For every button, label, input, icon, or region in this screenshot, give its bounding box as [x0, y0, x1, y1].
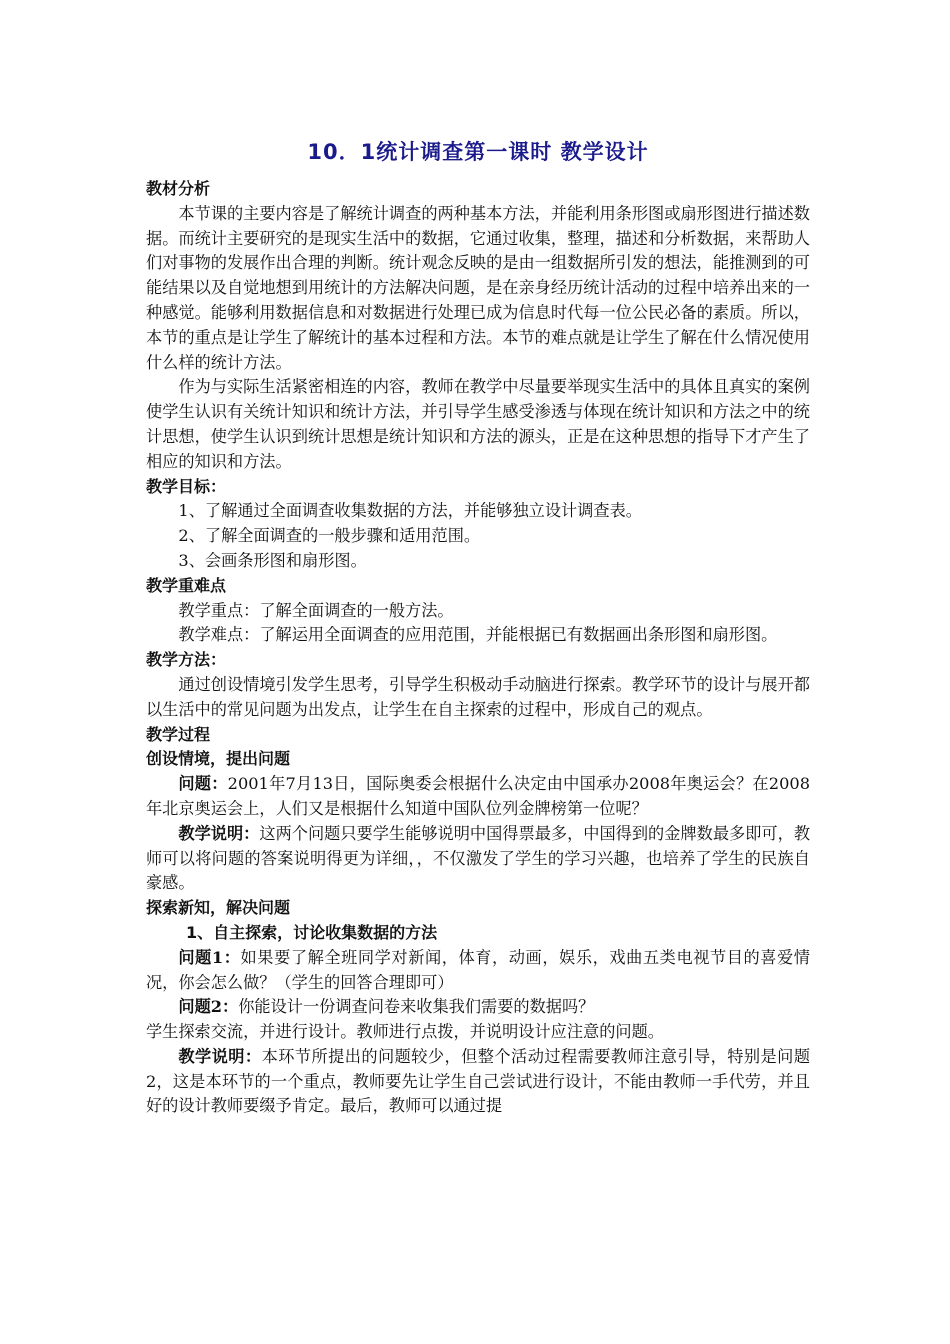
heading-process: 教学过程 — [146, 724, 211, 744]
question-label: 问题： — [178, 774, 228, 794]
subheading-self-explore: 1、自主探索，讨论收集数据的方法 — [186, 922, 438, 942]
heading-scene: 创设情境，提出问题 — [146, 749, 291, 769]
question-text: 2001年7月13日，国际奥委会根据什么决定由中国承办2008年奥运会？在2008年北京奥运会上，人们又是根据什么知道中国队位列金牌榜第一位呢？ — [146, 774, 811, 818]
question-1-label: 问题1： — [178, 947, 241, 967]
heading-materials: 教材分析 — [146, 179, 211, 198]
materials-paragraph-2: 作为与实际生活紧密相连的内容，教师在教学中尽量要举现实生活中的具体且真实的案例使学生认识有关统计知识和统计方法，并引导学生感受渗透与体现在统计知识和方法之中的统计思想，使学生认识到统计思想是统计知识和方法的源头，正是在这种思想的指导下才产生了相应的知识和方法。 — [146, 377, 810, 471]
heading-methods: 教学方法： — [146, 650, 227, 670]
document-page — [146, 138, 810, 1119]
note-2-label: 教学说明： — [178, 1046, 262, 1066]
document-title: 10．1统计调查第一课时 教学设计 — [307, 140, 649, 164]
methods-paragraph: 通过创设情境引发学生思考，引导学生积极动手动脑进行探索。教学环节的设计与展开都以生活中的常见问题为出发点，让学生在自主探索的过程中，形成自己的观点。 — [146, 674, 810, 719]
question-2-label: 问题2： — [178, 997, 239, 1017]
scene-note — [146, 822, 810, 896]
explore-note — [146, 1045, 810, 1119]
keypoint-focus: 教学重点：了解全面调查的一般方法。 — [178, 600, 454, 620]
materials-paragraph-1: 本节课的主要内容是了解统计调查的两种基本方法，并能利用条形图或扇形图进行描述数据。而统计主要研究的是现实生活中的数据，它通过收集，整理，描述和分析数据，来帮助人们对事物的发展作出合理的判断。统计观念反映的是由一组数据所引发的想法，能推测到的可能结果以及自觉地想到用统计的方法解决问题，是在亲身经历统计活动的过程中培养出来的一种感觉。能够利用数据信息和对数据进行处理已成为信息时代每一位公民必备的素质。所以，本节的重点是让学生了解统计的基本过程和方法。本节的难点就是让学生了解在什么情况使用什么样的统计方法。 — [146, 203, 810, 372]
note-label: 教学说明： — [178, 823, 260, 843]
heading-keypoints: 教学重难点 — [146, 575, 227, 595]
goal-item: 3、会画条形图和扇形图。 — [178, 550, 367, 570]
question-1 — [146, 946, 810, 996]
scene-question — [146, 772, 810, 822]
keypoint-difficulty: 教学难点：了解运用全面调查的应用范围，并能根据已有数据画出条形图和扇形图。 — [178, 625, 778, 645]
question-1-text: 如果要了解全班同学对新闻，体育，动画，娱乐，戏曲五类电视节目的喜爱情况，你会怎么做？（学生的回答合理即可） — [146, 947, 810, 992]
question-2-text: 你能设计一份调查问卷来收集我们需要的数据吗？ — [238, 997, 595, 1017]
student-activity-line: 学生探索交流，并进行设计。教师进行点拨，并说明设计应注意的问题。 — [146, 1022, 664, 1042]
note-text: 这两个问题只要学生能够说明中国得票最多，中国得到的金牌数最多即可，教师可以将问题的答案说明得更为详细，，不仅激发了学生的学习兴趣，也培养了学生的民族自豪感。 — [146, 823, 811, 893]
goal-item: 1、了解通过全面调查收集数据的方法，并能够独立设计调查表。 — [178, 501, 642, 521]
heading-goals: 教学目标： — [146, 476, 227, 496]
note-2-text: 本环节所提出的问题较少，但整个活动过程需要教师注意引导，特别是问题2，这是本环节的一个重点，教师要先让学生自己尝试进行设计，不能由教师一手代劳，并且好的设计教师要缀予肯定。最后，教师可以通过提 — [146, 1046, 811, 1116]
heading-explore: 探索新知，解决问题 — [146, 898, 291, 918]
question-2 — [146, 995, 810, 1020]
goal-item: 2、了解全面调查的一般步骤和适用范围。 — [178, 526, 481, 546]
